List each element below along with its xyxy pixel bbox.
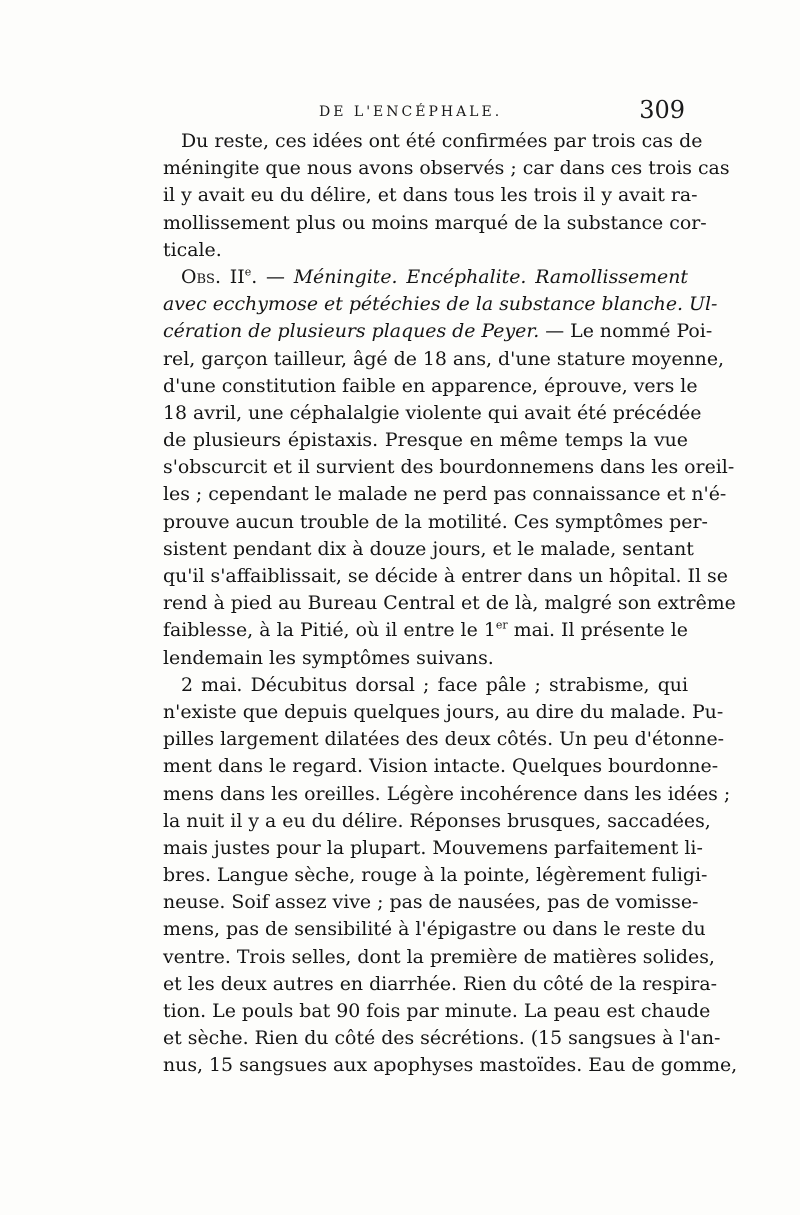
text-segment: méningite que nous avons observés ; car dans ces trois cas <box>163 157 730 180</box>
text-line <box>163 237 688 264</box>
text-segment: sistent pendant dix à douze jours, et le malade, sentant <box>163 537 694 560</box>
text-line <box>163 427 688 454</box>
page-header <box>165 96 685 126</box>
text-line <box>163 563 728 590</box>
text-line <box>163 318 713 345</box>
text-line <box>163 1052 738 1079</box>
text-line <box>163 128 703 155</box>
text-line <box>163 454 735 481</box>
text-segment: neuse. Soif assez vive ; pas de nausées, pas de vomisse- <box>163 891 699 914</box>
text-segment: 18 avril, une céphalalgie violente qui avait été précédée <box>163 401 702 424</box>
text-line <box>163 481 727 508</box>
text-segment: prouve aucun trouble de la motilité. Ces symptômes per- <box>163 510 708 533</box>
text-segment: pilles largement dilatées des deux côtés. Un peu d'étonne- <box>163 728 725 751</box>
text-line <box>163 808 711 835</box>
text-segment: d'une constitution faible en apparence, éprouve, vers le <box>163 374 698 397</box>
text-line <box>163 998 711 1025</box>
text-segment: mai. Il présente le <box>507 619 688 642</box>
text-line <box>163 862 708 889</box>
text-line <box>163 971 717 998</box>
text-segment: ment dans le regard. Vision intacte. Quelques bourdonne- <box>163 755 719 778</box>
text-line <box>163 346 725 373</box>
text-segment: les ; cependant le malade ne perd pas connaissance et n'é- <box>163 483 727 506</box>
text-segment: nus, 15 sangsues aux apophyses mastoïdes. Eau de gomme, <box>163 1054 738 1077</box>
text-segment: 2 mai. Décubitus dorsal ; face pâle ; strabisme, qui <box>181 673 688 696</box>
text-segment: n'existe que depuis quelques jours, au dire du malade. Pu- <box>163 700 724 723</box>
text-segment: Du reste, ces idées ont été confirmées par trois cas de <box>181 130 703 152</box>
text-segment: Obs. II <box>181 265 245 288</box>
text-segment: mens, pas de sensibilité à l'épigastre ou dans le reste du <box>163 918 706 941</box>
text-segment: ticale. <box>163 238 222 261</box>
text-line <box>163 264 688 291</box>
text-segment: mens dans les oreilles. Légère incohérence dans les idées ; <box>163 782 731 805</box>
body-text <box>163 128 738 1080</box>
text-segment: rel, garçon tailleur, âgé de 18 ans, d'une stature moyenne, <box>163 347 725 370</box>
text-line <box>163 699 724 726</box>
text-segment: . — <box>251 265 294 288</box>
text-line <box>163 210 707 237</box>
text-line <box>163 536 694 563</box>
text-segment: rend à pied au Bureau Central et de là, malgré son extrême <box>163 592 736 615</box>
text-line <box>163 916 706 943</box>
text-line <box>163 726 725 753</box>
text-segment: de plusieurs épistaxis. Presque en même temps la vue <box>163 429 688 452</box>
text-segment: er <box>495 619 508 633</box>
running-head: DE L'ENCÉPHALE. <box>319 104 503 120</box>
text-segment: lendemain les symptômes suivans. <box>163 646 494 669</box>
text-line <box>163 1025 721 1052</box>
text-line <box>163 889 699 916</box>
text-segment: qu'il s'affaiblissait, se décide à entrer dans un hôpital. Il se <box>163 565 728 587</box>
text-segment: tion. Le pouls bat 90 fois par minute. La peau est chaude <box>163 1000 711 1022</box>
text-segment: mais justes pour la plupart. Mouvemens parfaitement li- <box>163 836 703 859</box>
text-segment: et les deux autres en diarrhée. Rien du côté de la respira- <box>163 972 717 995</box>
text-line <box>163 753 719 780</box>
text-line <box>163 944 715 971</box>
text-line <box>163 672 688 699</box>
text-line <box>163 400 702 427</box>
text-line <box>163 373 698 400</box>
text-segment: la nuit il y a eu du délire. Réponses brusques, saccadées, <box>163 809 711 832</box>
text-segment: faiblesse, à la Pitié, où il entre le 1 <box>163 619 496 642</box>
text-segment: s'obscurcit et il survient des bourdonnemens dans les oreil- <box>163 456 735 479</box>
page-number: 309 <box>639 96 685 124</box>
text-line <box>163 835 703 862</box>
text-segment: mollissement plus ou moins marqué de la substance cor- <box>163 211 707 234</box>
text-line <box>163 645 688 672</box>
text-line <box>163 182 698 209</box>
text-line <box>163 509 708 536</box>
text-line <box>163 781 731 808</box>
text-segment: Méningite. Encéphalite. Ramollissement <box>293 265 688 288</box>
text-line <box>163 617 688 644</box>
text-line <box>163 590 736 617</box>
text-segment: ventre. Trois selles, dont la première de matières solides, <box>163 945 715 968</box>
text-line <box>163 291 718 318</box>
text-segment: il y avait eu du délire, et dans tous les trois il y avait ra- <box>163 184 698 207</box>
text-segment: et sèche. Rien du côté des sécrétions. (15 sangsues à l'an- <box>163 1027 721 1050</box>
text-segment: cération de plusieurs plaques de Peyer. <box>163 320 540 343</box>
text-segment: bres. Langue sèche, rouge à la pointe, légèrement fuligi- <box>163 864 708 887</box>
text-segment: — Le nommé Poi- <box>539 320 713 343</box>
text-segment: avec ecchymose et pétéchies de la substance blanche. Ul- <box>163 293 718 316</box>
text-line <box>163 155 730 182</box>
text-segment: e <box>244 265 252 279</box>
